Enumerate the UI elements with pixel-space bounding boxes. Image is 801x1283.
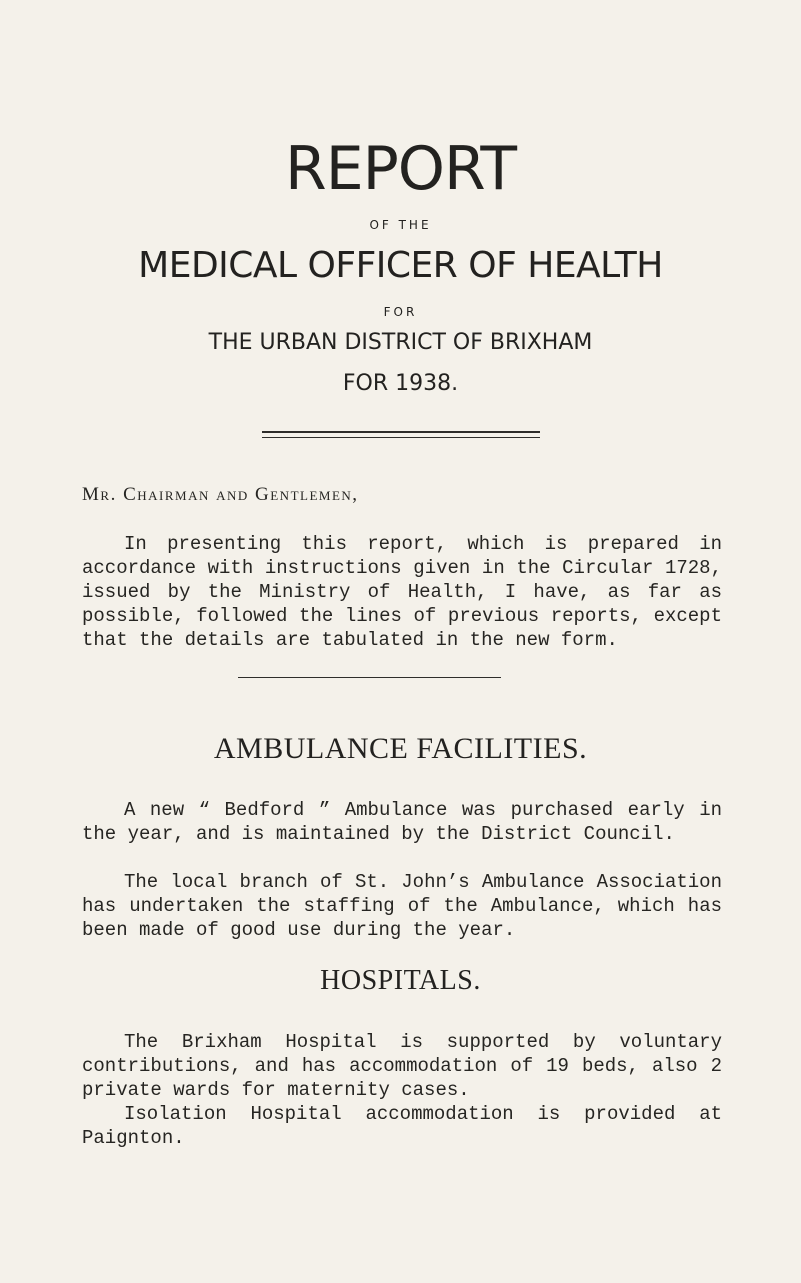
year-line: FOR 1938. <box>342 371 459 396</box>
hospitals-paragraph-1: The Brixham Hospital is supported by voluntary contributions, and has accommodation of 19 beds, also 2 private wards for maternity cases. <box>82 1031 722 1101</box>
of-the-label: OF THE <box>369 218 432 232</box>
ambulance-paragraph-1: A new “ Bedford ” Ambulance was purchased early in the year, and is maintained by the District Council. <box>82 799 722 845</box>
for-label: FOR <box>383 305 418 319</box>
section-divider <box>238 677 501 678</box>
ambulance-paragraph-2: The local branch of St. John’s Ambulance Association has undertaken the staffing of the Ambulance, which has been made of good use during the year. <box>82 871 722 941</box>
double-rule-bottom <box>262 437 540 438</box>
ambulance-heading: AMBULANCE FACILITIES. <box>213 732 588 765</box>
report-title: REPORT <box>285 134 516 204</box>
salutation: Mr. Chairman and Gentlemen, <box>82 484 359 505</box>
intro-paragraph: In presenting this report, which is prepared in accordance with instructions given in the Circular 1728, issued by the Ministry of Health, I have, as far as possible, followed the lines of previous reports, except that the details are tabulated in the new form. <box>82 533 722 651</box>
medical-officer-title: MEDICAL OFFICER OF HEALTH <box>138 245 663 286</box>
district-line: THE URBAN DISTRICT OF BRIXHAM <box>208 330 593 355</box>
hospitals-paragraph-2: Isolation Hospital accommodation is provided at Paignton. <box>82 1103 722 1149</box>
hospitals-heading: HOSPITALS. <box>320 965 481 996</box>
double-rule-top <box>262 431 540 433</box>
